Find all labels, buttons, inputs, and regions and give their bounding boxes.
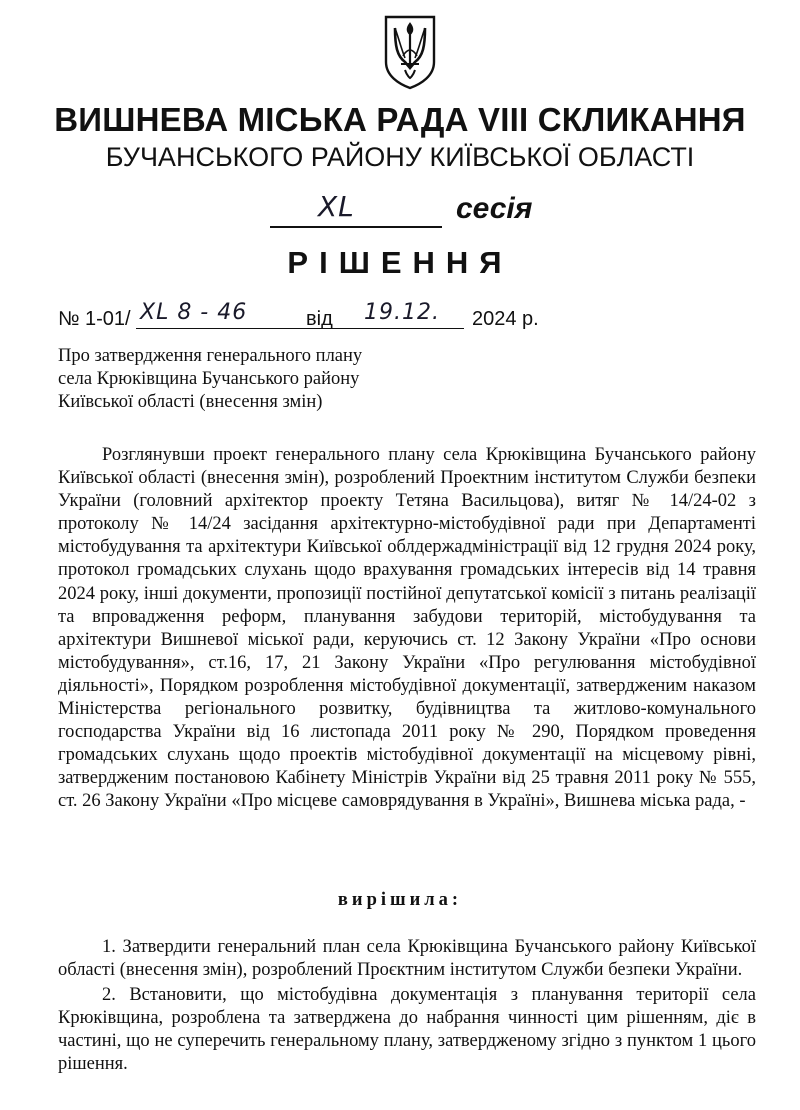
decision-date: 19.12.	[364, 300, 440, 325]
decision-item: 2. Встановити, що містобудівна документація з планування території села Крюківщина, розроблена та затверджена до набрання чинності цим рішенням, діє в частині, що не суперечить генеральному плану, затвердженому згідно з пунктом 1 цього рішення.	[58, 985, 756, 1074]
resolved-label: вирішила:	[337, 890, 463, 910]
number-prefix: № 1-01/	[58, 308, 131, 330]
subject-line: Київської області (внесення змін)	[58, 392, 323, 412]
decision-year: 2024 р.	[472, 308, 539, 330]
session-number: XL	[318, 190, 355, 223]
district-line: БУЧАНСЬКОГО РАЙОНУ КИЇВСЬКОЇ ОБЛАСТІ	[105, 142, 695, 172]
session-label: сесія	[456, 192, 533, 225]
from-label: від	[306, 308, 333, 330]
preamble-paragraph: Розглянувши проект генерального плану села Крюківщина Бучанського району Київської області (внесення змін), розроблений Проектним інститутом Служби безпеки України (головний архітектор проекту Тетяна Васильцова), витяг № 14/24-02 з протоколу № 14/24 засідання архітектурно-містобудівної ради при Департаменті містобудування та архітектури Київської облдержадміністрації від 12 грудня 2024 року, протокол громадських слухань щодо врахування громадських інтересів від 14 травня 2024 року, інші документи, пропозиції постійної депутатської комісії з питань реалізації та впровадження реформ, планування забудови територій, містобудування та архітектури Вишневої міської ради, керуючись ст. 12 Закону України «Про основи містобудування», ст.16, 17, 21 Закону України «Про регулювання містобудівної діяльності», Порядком розроблення містобудівної документації, затвердженим наказом Міністерства регіонального розвитку, будівництва та житлово-комунального господарства України від 16 листопада 2011 року № 290, Порядком проведення громадських слухань щодо проектів містобудівної документації на місцевому рівні, затвердженим постановою Кабінету Міністрів України від 25 травня 2011 року № 555, ст. 26 Закону України «Про місцеве самоврядування в Україні», Вишнева міська рада, -	[58, 445, 756, 812]
date-blank	[340, 302, 464, 329]
subject-line: Про затвердження генерального плану	[58, 346, 363, 366]
decision-subject	[58, 345, 478, 414]
trident-coat-of-arms-icon	[383, 14, 437, 90]
decision-items	[58, 936, 756, 1078]
session-line	[270, 190, 560, 230]
decision-title: РІШЕННЯ	[287, 245, 513, 280]
decision-item: 1. Затвердити генеральний план села Крюківщина Бучанського району Київської області (внесення змін), розроблений Проєктним інститутом Служби безпеки України.	[58, 937, 756, 980]
session-number-blank	[270, 190, 442, 228]
decision-number: XL 8 - 46	[140, 300, 248, 325]
registration-line	[58, 302, 758, 336]
subject-line: села Крюківщина Бучанського району	[58, 369, 360, 389]
council-name: ВИШНЕВА МІСЬКА РАДА VIII СКЛИКАННЯ	[54, 101, 746, 138]
preamble	[58, 444, 756, 814]
